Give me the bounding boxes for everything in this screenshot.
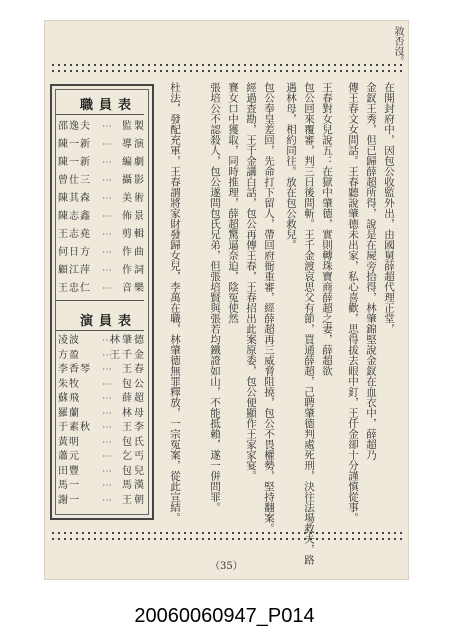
credit-name: 蘇飛 — [58, 393, 80, 404]
credit-role: 王李 — [122, 422, 146, 433]
credit-name: 馬一 — [58, 480, 80, 491]
story-column: 遇林母，相約同往。放在包公救兒。 — [285, 82, 297, 250]
credit-name: 何日方 — [58, 247, 91, 258]
credit-role: 編劇 — [122, 157, 146, 168]
credit-role: 王春 — [122, 364, 146, 375]
leader-dots: ⋯ — [102, 211, 112, 222]
leader-dots: ⋯ — [102, 393, 112, 404]
cast-list — [56, 334, 148, 512]
credit-row — [56, 280, 148, 298]
credit-role: 包兒 — [122, 465, 146, 477]
credit-row — [56, 421, 148, 436]
credit-name: 陳志鑫 — [58, 211, 91, 222]
story-column: 包公奉皇差回，先命打下留人，帶回府衙重審，經薛超再三威脅阻撓，包公不畏權勢，堅持翻案。 — [263, 82, 275, 534]
credit-name: 田豐 — [58, 465, 80, 477]
cast-title-underline — [56, 330, 144, 331]
credit-name: 陳一新 — [58, 157, 91, 168]
credit-role: 音樂 — [122, 283, 146, 294]
credit-row — [56, 226, 148, 244]
leader-dots: ⋯ — [102, 335, 112, 346]
credit-name: 顧江萍 — [58, 265, 91, 276]
leader-dots: ⋯ — [102, 157, 112, 168]
credit-role: 王朝 — [122, 494, 146, 506]
credit-role: 攝影 — [122, 175, 146, 186]
credit-row — [56, 244, 148, 262]
story-column: 金釵王秀，但已歸薛超所得，說是在屍旁拾得，林肇錦堅說金釵在血衣中，薛超乃 — [365, 82, 377, 460]
leader-dots: ⋯ — [102, 283, 112, 294]
story-column: 王春對女兒說五：在獄中肇德，實則轉珠寶商薛超之妻，薛超欲 — [321, 82, 333, 376]
credit-row — [56, 494, 148, 509]
credit-role: 乞丐 — [122, 451, 146, 462]
page-number: （35） — [210, 561, 243, 572]
credit-name: 凌波 — [58, 335, 80, 346]
credit-name: 蕭元 — [58, 451, 80, 462]
leader-dots: ⋯ — [102, 436, 112, 448]
credit-row — [56, 208, 148, 226]
credit-row — [56, 465, 148, 480]
credit-row — [56, 262, 148, 280]
top-dotted-band — [50, 62, 405, 74]
credit-row — [56, 334, 148, 349]
bottom-dotted-band — [50, 530, 405, 542]
credit-name: 王忠仁 — [58, 283, 91, 294]
credit-row — [56, 479, 148, 494]
credit-name: 陳其森 — [58, 193, 91, 204]
staff-title-underline — [56, 114, 144, 115]
credit-name: 邵逸夫 — [58, 121, 91, 132]
credit-row — [56, 349, 148, 364]
leader-dots: ⋯ — [102, 349, 112, 361]
leader-dots: ⋯ — [102, 229, 112, 240]
credit-role: 馬漢 — [122, 480, 146, 491]
cast-title: 演員表 — [80, 314, 138, 329]
credit-role: 薛超 — [122, 393, 146, 404]
leader-dots: ⋯ — [102, 175, 112, 186]
staff-cast-divider — [56, 300, 144, 301]
credit-row — [56, 363, 148, 378]
staff-list — [56, 118, 148, 304]
credit-role: 林肇德 — [110, 335, 146, 346]
leader-dots: ⋯ — [102, 451, 112, 462]
credit-row — [56, 392, 148, 407]
leader-dots: ⋯ — [102, 378, 112, 390]
credit-name: 于素秋 — [58, 422, 91, 433]
credit-role: 林母 — [122, 407, 146, 419]
credit-row — [56, 407, 148, 422]
credit-row — [56, 154, 148, 172]
leader-dots: ⋯ — [102, 121, 112, 132]
credit-role: 王千金 — [110, 349, 146, 361]
archive-id-label: 20060060947_P014 — [134, 605, 315, 627]
credit-row — [56, 118, 148, 136]
staff-title: 職員表 — [80, 98, 138, 113]
credit-name: 羅蘭 — [58, 407, 80, 419]
leader-dots: ⋯ — [102, 139, 112, 150]
leader-dots: ⋯ — [102, 247, 112, 258]
leader-dots: ⋯ — [102, 193, 112, 204]
leader-dots: ⋯ — [102, 364, 112, 375]
credit-role: 剪輯 — [122, 229, 146, 240]
credit-name: 謝一 — [58, 494, 80, 506]
credit-row — [56, 450, 148, 465]
credit-name: 朱牧 — [58, 378, 80, 390]
story-column: 在開封府中，因包公收監外出，由國舅薛超代理正堂， — [383, 82, 395, 334]
leader-dots: ⋯ — [102, 465, 112, 477]
story-column: 賽女口中獲取，同時推理，薛超驚逼奈迫，陰冤使然 — [227, 82, 239, 324]
credit-row — [56, 136, 148, 154]
credit-role: 作曲 — [122, 247, 146, 258]
credit-role: 監製 — [122, 121, 146, 132]
credit-row — [56, 172, 148, 190]
credit-name: 陳一新 — [58, 139, 91, 150]
story-column: 杜法，發配充軍，王春謂將家財發歸女兒，李萬在職，林肇德無罪釋放，一宗冤案，從此宣結。 — [169, 82, 181, 523]
credit-role: 導演 — [122, 139, 146, 150]
credit-row — [56, 190, 148, 208]
credit-row — [56, 436, 148, 451]
credit-name: 黃明 — [58, 436, 80, 448]
story-column: 經過查勘，王千金講白話，包公再傳王春，王春招出此案原委，包公便顯作王家家宴。 — [245, 82, 257, 481]
credit-role: 美術 — [122, 193, 146, 204]
story-column: 包公回來覆審，判三日後問斬。王千金渡哀思父有節，買通薛超，己聘肇德判處死刑，決往法場救夫，路 — [303, 82, 315, 565]
credit-name: 王志堯 — [58, 229, 91, 240]
credit-name: 李香琴 — [58, 364, 91, 375]
intro-text: 敘否沒。 — [392, 26, 403, 66]
credit-role: 包公 — [122, 378, 146, 390]
story-column: 傳王春文女問話。王春聽說肇德未出家，私心喜歡，思得拔去眼中釘，王仟金卻十分謹慎從事。 — [347, 82, 359, 523]
leader-dots: ⋯ — [102, 407, 112, 419]
leader-dots: ⋯ — [102, 480, 112, 491]
credit-role: 佈景 — [122, 211, 146, 222]
credit-role: 作詞 — [122, 265, 146, 276]
leader-dots: ⋯ — [102, 265, 112, 276]
credit-name: 方盈 — [58, 349, 80, 361]
credit-role: 包氏 — [122, 436, 146, 448]
leader-dots: ⋯ — [102, 422, 112, 433]
story-column: 張培公不認殺人，包公遂問包氏兄弟，但張培賢與張若均鐵證如山，不能抵賴，遂一併問罪。 — [209, 82, 221, 513]
credit-row — [56, 378, 148, 393]
leader-dots: ⋯ — [102, 494, 112, 506]
credit-name: 曾仕三 — [58, 175, 91, 186]
